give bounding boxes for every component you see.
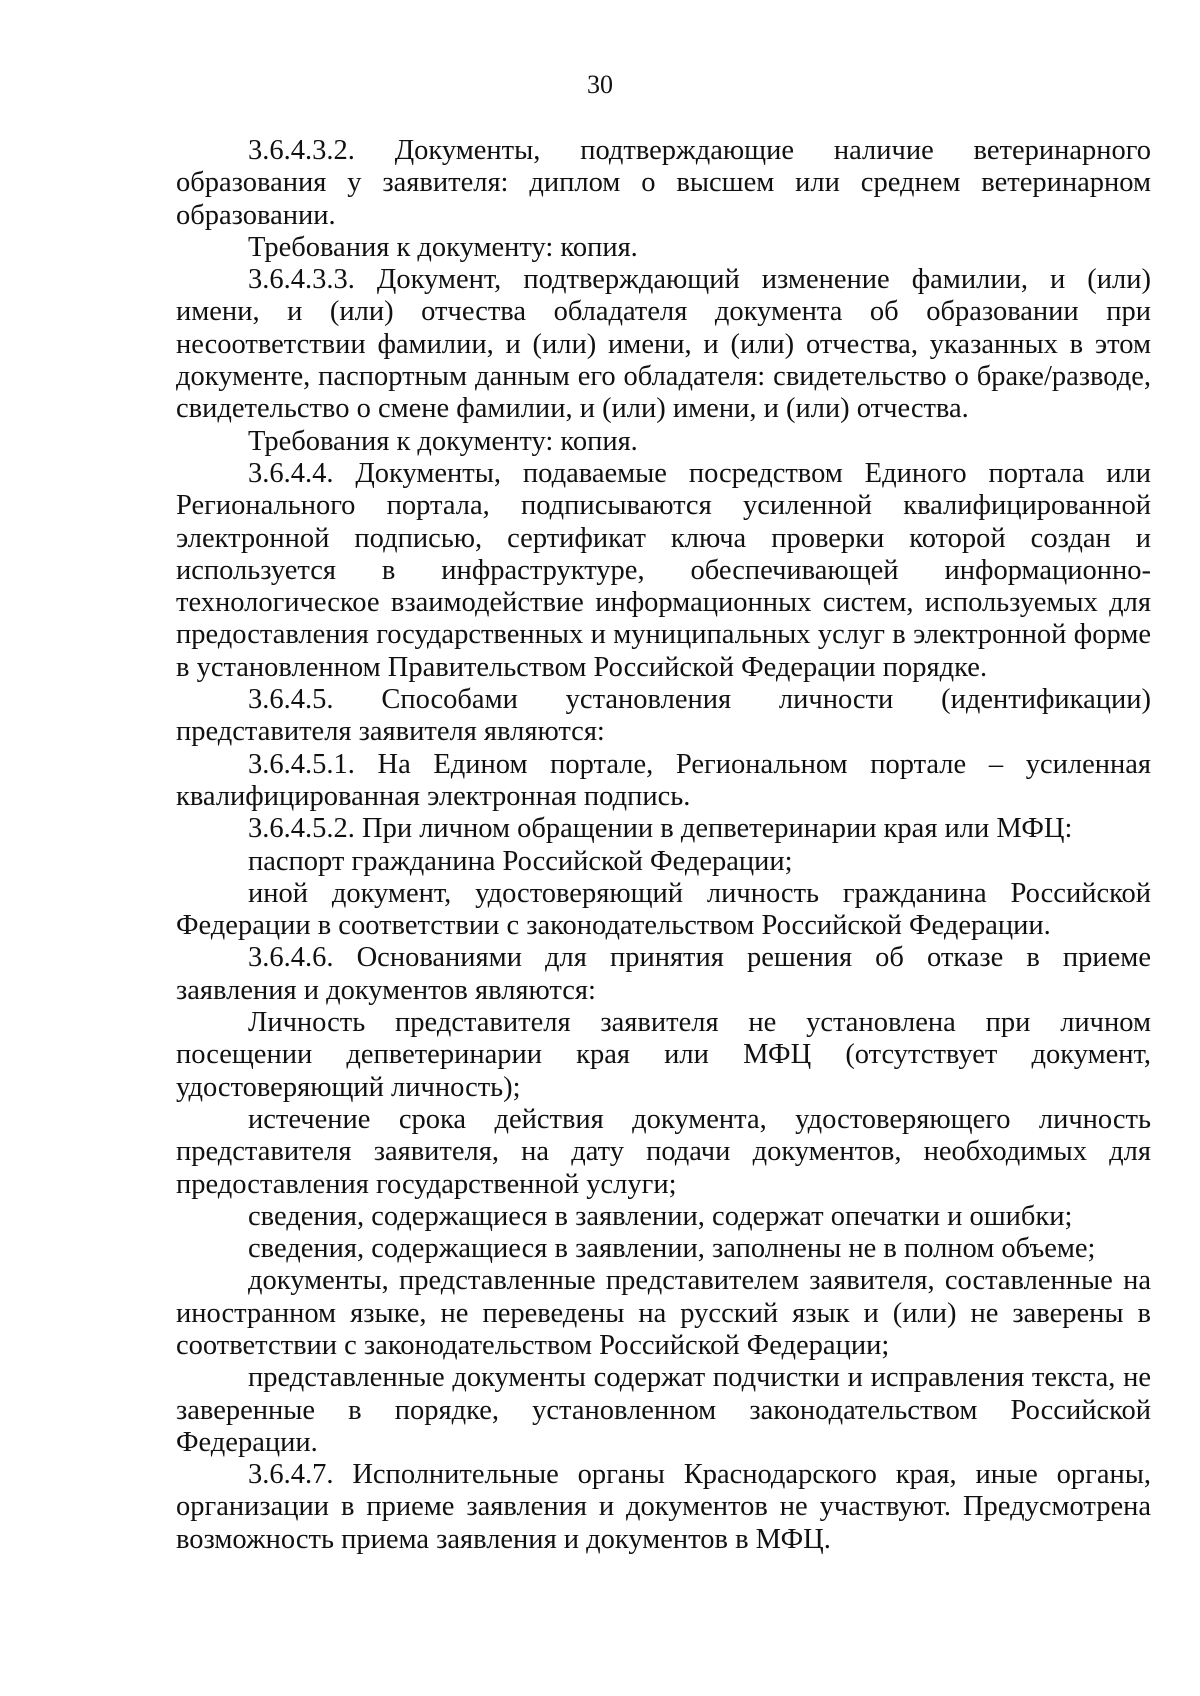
list-item: истечение срока действия документа, удостоверяющего личность представителя заявителя, на дату подачи документов, необходимых для предоставления государственной услуги; — [176, 1103, 1151, 1200]
list-item: сведения, содержащиеся в заявлении, заполнены не в полном объеме; — [248, 1233, 1096, 1265]
list-item: Личность представителя заявителя не установлена при личном посещении депветеринарии края или МФЦ (отсутствует документ, удостоверяющий личность); — [176, 1007, 1151, 1103]
paragraph-3-6-4-4: 3.6.4.4. Документы, подаваемые посредством Единого портала или Регионального портала, подписываются усиленной квалифицированной электронной подписью, сертификат ключа проверки которой создан и используется в инфраструктуре, обеспечивающей информационно-технологическое взаимодействие информационных систем, используемых для предоставления государственных и муниципальных услуг в электронной форме в установленном Правительством Российской Федерации порядке. — [176, 457, 1151, 683]
paragraph-3-6-4-3-3: 3.6.4.3.3. Документ, подтверждающий изменение фамилии, и (или) имени, и (или) отчества обладателя документа об образовании при несоответствии фамилии, и (или) имени, и (или) отчества, указанных в этом документе, паспортным данным его обладателя: свидетельство о браке/разводе, свидетельство о смене фамилии, и (или) имени, и (или) отчества. — [176, 264, 1151, 425]
document-body — [176, 135, 1151, 1556]
paragraph-requirement-copy: Требования к документу: копия. — [248, 231, 638, 263]
list-item: паспорт гражданина Российской Федерации; — [248, 845, 793, 877]
paragraph-requirement-copy: Требования к документу: копия. — [248, 425, 638, 457]
paragraph-3-6-4-5-2: 3.6.4.5.2. При личном обращении в депветеринарии края или МФЦ: — [248, 813, 1073, 845]
list-item: сведения, содержащиеся в заявлении, содержат опечатки и ошибки; — [248, 1200, 1073, 1232]
paragraph-3-6-4-5: 3.6.4.5. Способами установления личности (идентификации) представителя заявителя являются: — [176, 684, 1151, 748]
paragraph-3-6-4-5-1: 3.6.4.5.1. На Едином портале, Региональном портале – усиленная квалифицированная электронная подпись. — [176, 748, 1151, 812]
paragraph-3-6-4-6: 3.6.4.6. Основаниями для принятия решения об отказе в приеме заявления и документов являются: — [176, 942, 1151, 1006]
list-item: представленные документы содержат подчистки и исправления текста, не заверенные в порядке, установленном законодательством Российской Федерации. — [176, 1362, 1151, 1458]
paragraph-3-6-4-7: 3.6.4.7. Исполнительные органы Краснодарского края, иные органы, организации в приеме заявления и документов не участвуют. Предусмотрена возможность приема заявления и документов в МФЦ. — [176, 1459, 1151, 1555]
list-item: иной документ, удостоверяющий личность гражданина Российской Федерации в соответствии с законодательством Российской Федерации. — [176, 877, 1151, 942]
list-item: документы, представленные представителем заявителя, составленные на иностранном языке, не переведены на русский язык и (или) не заверены в соответствии с законодательством Российской Федерации; — [176, 1265, 1151, 1361]
paragraph-3-6-4-3-2: 3.6.4.3.2. Документы, подтверждающие наличие ветеринарного образования у заявителя: диплом о высшем или среднем ветеринарном образовании. — [176, 135, 1151, 231]
page-number: 30 — [587, 70, 613, 99]
